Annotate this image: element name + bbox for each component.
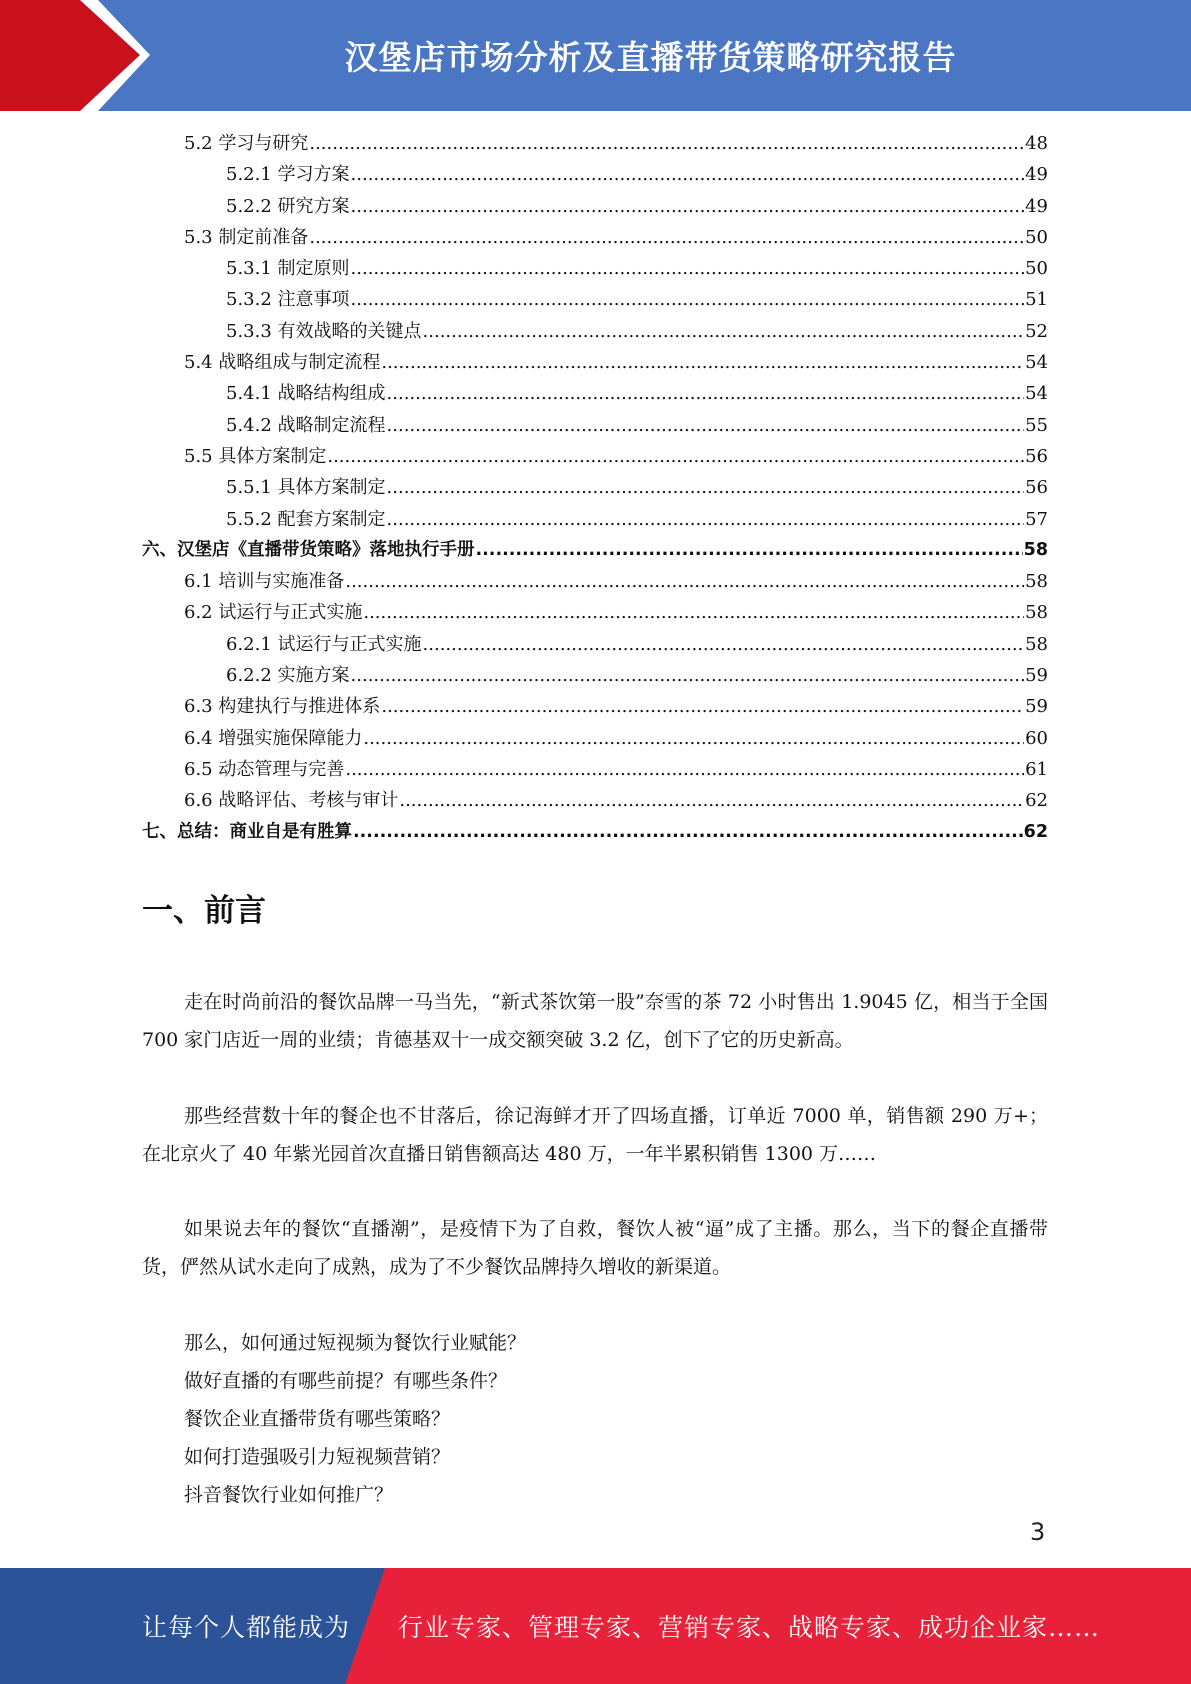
toc-entry-page: 58: [1025, 633, 1048, 655]
toc-entry[interactable]: [142, 660, 1048, 691]
toc-entry-page: 54: [1025, 383, 1048, 405]
toc-entry-page: 59: [1025, 696, 1048, 718]
page-header: [0, 0, 1191, 111]
footer-slogan-left: 让每个人都能成为: [142, 1613, 351, 1642]
toc-leader-dots: [351, 191, 1025, 222]
toc-entry-label: 6.3 构建执行与推进体系: [184, 696, 381, 718]
toc-entry-label: 5.2.1 学习方案: [226, 164, 350, 186]
toc-leader-dots: [381, 347, 1024, 378]
toc-entry-label: 6.4 增强实施保障能力: [184, 727, 363, 749]
toc-entry-page: 57: [1025, 508, 1048, 530]
toc-entry-label: 5.2 学习与研究: [184, 133, 309, 154]
toc-entry[interactable]: [142, 128, 1048, 159]
toc-entry[interactable]: [142, 191, 1048, 222]
toc-entry-page: 56: [1025, 477, 1048, 499]
toc-entry-page: 49: [1025, 164, 1048, 186]
toc-entry[interactable]: [142, 222, 1048, 253]
toc-entry-page: 58: [1025, 602, 1048, 624]
toc-leader-dots: [476, 535, 1023, 566]
toc-entry-page: 60: [1025, 727, 1048, 749]
toc-entry-label: 6.2 试运行与正式实施: [184, 602, 363, 624]
toc-entry-label: 6.6 战略评估、考核与审计: [184, 790, 399, 812]
toc-leader-dots: [353, 817, 1023, 848]
header-red-chevron: [0, 0, 160, 111]
toc-leader-dots: [345, 566, 1024, 597]
toc-entry[interactable]: [142, 723, 1048, 754]
toc-entry[interactable]: [142, 629, 1048, 660]
toc-entry-label: 5.3.1 制定原则: [226, 258, 350, 280]
toc-entry-label: 5.5.1 具体方案制定: [226, 477, 386, 499]
toc-entry[interactable]: [142, 410, 1048, 441]
toc-leader-dots: [381, 691, 1024, 722]
toc-leader-dots: [351, 159, 1025, 190]
toc-leader-dots: [327, 441, 1024, 472]
toc-entry[interactable]: [142, 316, 1048, 347]
toc-entry-page: 55: [1025, 414, 1048, 436]
toc-entry-label: 5.3.2 注意事项: [226, 289, 350, 311]
toc-entry-label: 5.5.2 配套方案制定: [226, 508, 386, 530]
toc-leader-dots: [387, 410, 1025, 441]
toc-entry-label: 5.3.3 有效战略的关键点: [226, 320, 422, 342]
toc-entry-page: 54: [1025, 352, 1048, 374]
toc-leader-dots: [351, 284, 1025, 315]
toc-entry-label: 七、总结：商业自是有胜算: [142, 821, 352, 842]
toc-entry-page: 61: [1025, 758, 1048, 780]
toc-entry-page: 58: [1025, 571, 1048, 593]
toc-entry-label: 5.5 具体方案制定: [184, 445, 327, 467]
toc-entry-label: 5.3 制定前准备: [184, 226, 309, 248]
toc-leader-dots: [351, 253, 1025, 284]
paragraph: 走在时尚前沿的餐饮品牌一马当先，“新式茶饮第一股”奈雪的茶 72 小时售出 1.9045 亿，相当于全国 700 家门店近一周的业绩；肯德基双十一成交额突破 3.2 亿，创下了它的历史新高。: [142, 991, 1048, 1051]
toc-leader-dots: [423, 629, 1025, 660]
toc-entry[interactable]: [142, 441, 1048, 472]
toc-leader-dots: [387, 504, 1025, 535]
question-item: 那么，如何通过短视频为餐饮行业赋能？: [184, 1332, 527, 1354]
toc-entry[interactable]: [142, 597, 1048, 628]
question-list: [184, 1324, 526, 1514]
toc-entry[interactable]: [142, 785, 1048, 816]
toc-entry[interactable]: [142, 347, 1048, 378]
page-footer: [0, 1568, 1191, 1684]
toc-entry-label: 6.2.1 试运行与正式实施: [226, 633, 422, 655]
toc-leader-dots: [399, 785, 1024, 816]
page-number: 3: [1030, 1518, 1046, 1546]
question-item: 餐饮企业直播带货有哪些策略？: [184, 1408, 451, 1430]
toc-entry[interactable]: [142, 378, 1048, 409]
section-title: 一、前言: [142, 893, 266, 929]
toc-entry[interactable]: [142, 754, 1048, 785]
toc-entry[interactable]: [142, 535, 1048, 566]
toc-leader-dots: [363, 723, 1024, 754]
toc-leader-dots: [423, 316, 1025, 347]
toc-entry-page: 49: [1025, 195, 1048, 217]
toc-entry-label: 5.4.1 战略结构组成: [226, 383, 386, 405]
toc-leader-dots: [387, 378, 1025, 409]
toc-entry[interactable]: [142, 691, 1048, 722]
toc-entry-page: 56: [1025, 445, 1048, 467]
toc-entry[interactable]: [142, 284, 1048, 315]
toc-entry-label: 5.2.2 研究方案: [226, 195, 350, 217]
toc-entry-page: 51: [1025, 289, 1048, 311]
toc-entry-label: 6.2.2 实施方案: [226, 665, 350, 687]
question-item: 如何打造强吸引力短视频营销？: [184, 1446, 451, 1468]
paragraph: 那些经营数十年的餐企也不甘落后，徐记海鲜才开了四场直播，订单近 7000 单，销售额 290 万+；在北京火了 40 年紫光园首次直播日销售额高达 480 万，一年半累积销售 1300 万……: [142, 1105, 1048, 1165]
toc-leader-dots: [387, 472, 1025, 503]
toc-entry-page: 62: [1025, 790, 1048, 812]
toc-entry[interactable]: [142, 253, 1048, 284]
report-title: 汉堡店市场分析及直播带货策略研究报告: [344, 38, 957, 77]
toc-entry[interactable]: [142, 566, 1048, 597]
table-of-contents: [142, 128, 1048, 848]
toc-entry-page: 62: [1023, 821, 1048, 842]
question-item: 做好直播的有哪些前提？有哪些条件？: [184, 1370, 508, 1392]
toc-entry-page: 58: [1023, 539, 1048, 560]
question-item: 抖音餐饮行业如何推广？: [184, 1484, 394, 1506]
toc-entry-label: 六、汉堡店《直播带货策略》落地执行手册: [142, 539, 475, 560]
toc-entry-page: 59: [1025, 665, 1048, 687]
toc-leader-dots: [309, 128, 1024, 159]
toc-entry-page: 50: [1025, 226, 1048, 248]
paragraph: 如果说去年的餐饮“直播潮”，是疫情下为了自救，餐饮人被“逼”成了主播。那么，当下的餐企直播带货，俨然从试水走向了成熟，成为了不少餐饮品牌持久增收的新渠道。: [142, 1218, 1048, 1278]
toc-entry-page: 48: [1025, 133, 1048, 154]
footer-slogan-right: 行业专家、管理专家、营销专家、战略专家、成功企业家……: [398, 1613, 1101, 1642]
toc-entry-label: 5.4 战略组成与制定流程: [184, 352, 381, 374]
toc-entry-page: 50: [1025, 258, 1048, 280]
toc-entry[interactable]: [142, 817, 1048, 848]
toc-leader-dots: [345, 754, 1024, 785]
toc-entry-label: 6.5 动态管理与完善: [184, 758, 345, 780]
toc-leader-dots: [363, 597, 1024, 628]
toc-entry-label: 6.1 培训与实施准备: [184, 571, 345, 593]
toc-entry-label: 5.4.2 战略制定流程: [226, 414, 386, 436]
toc-leader-dots: [309, 222, 1024, 253]
toc-entry[interactable]: [142, 159, 1048, 190]
toc-entry[interactable]: [142, 472, 1048, 503]
toc-leader-dots: [351, 660, 1025, 691]
toc-entry-page: 52: [1025, 320, 1048, 342]
toc-entry[interactable]: [142, 504, 1048, 535]
